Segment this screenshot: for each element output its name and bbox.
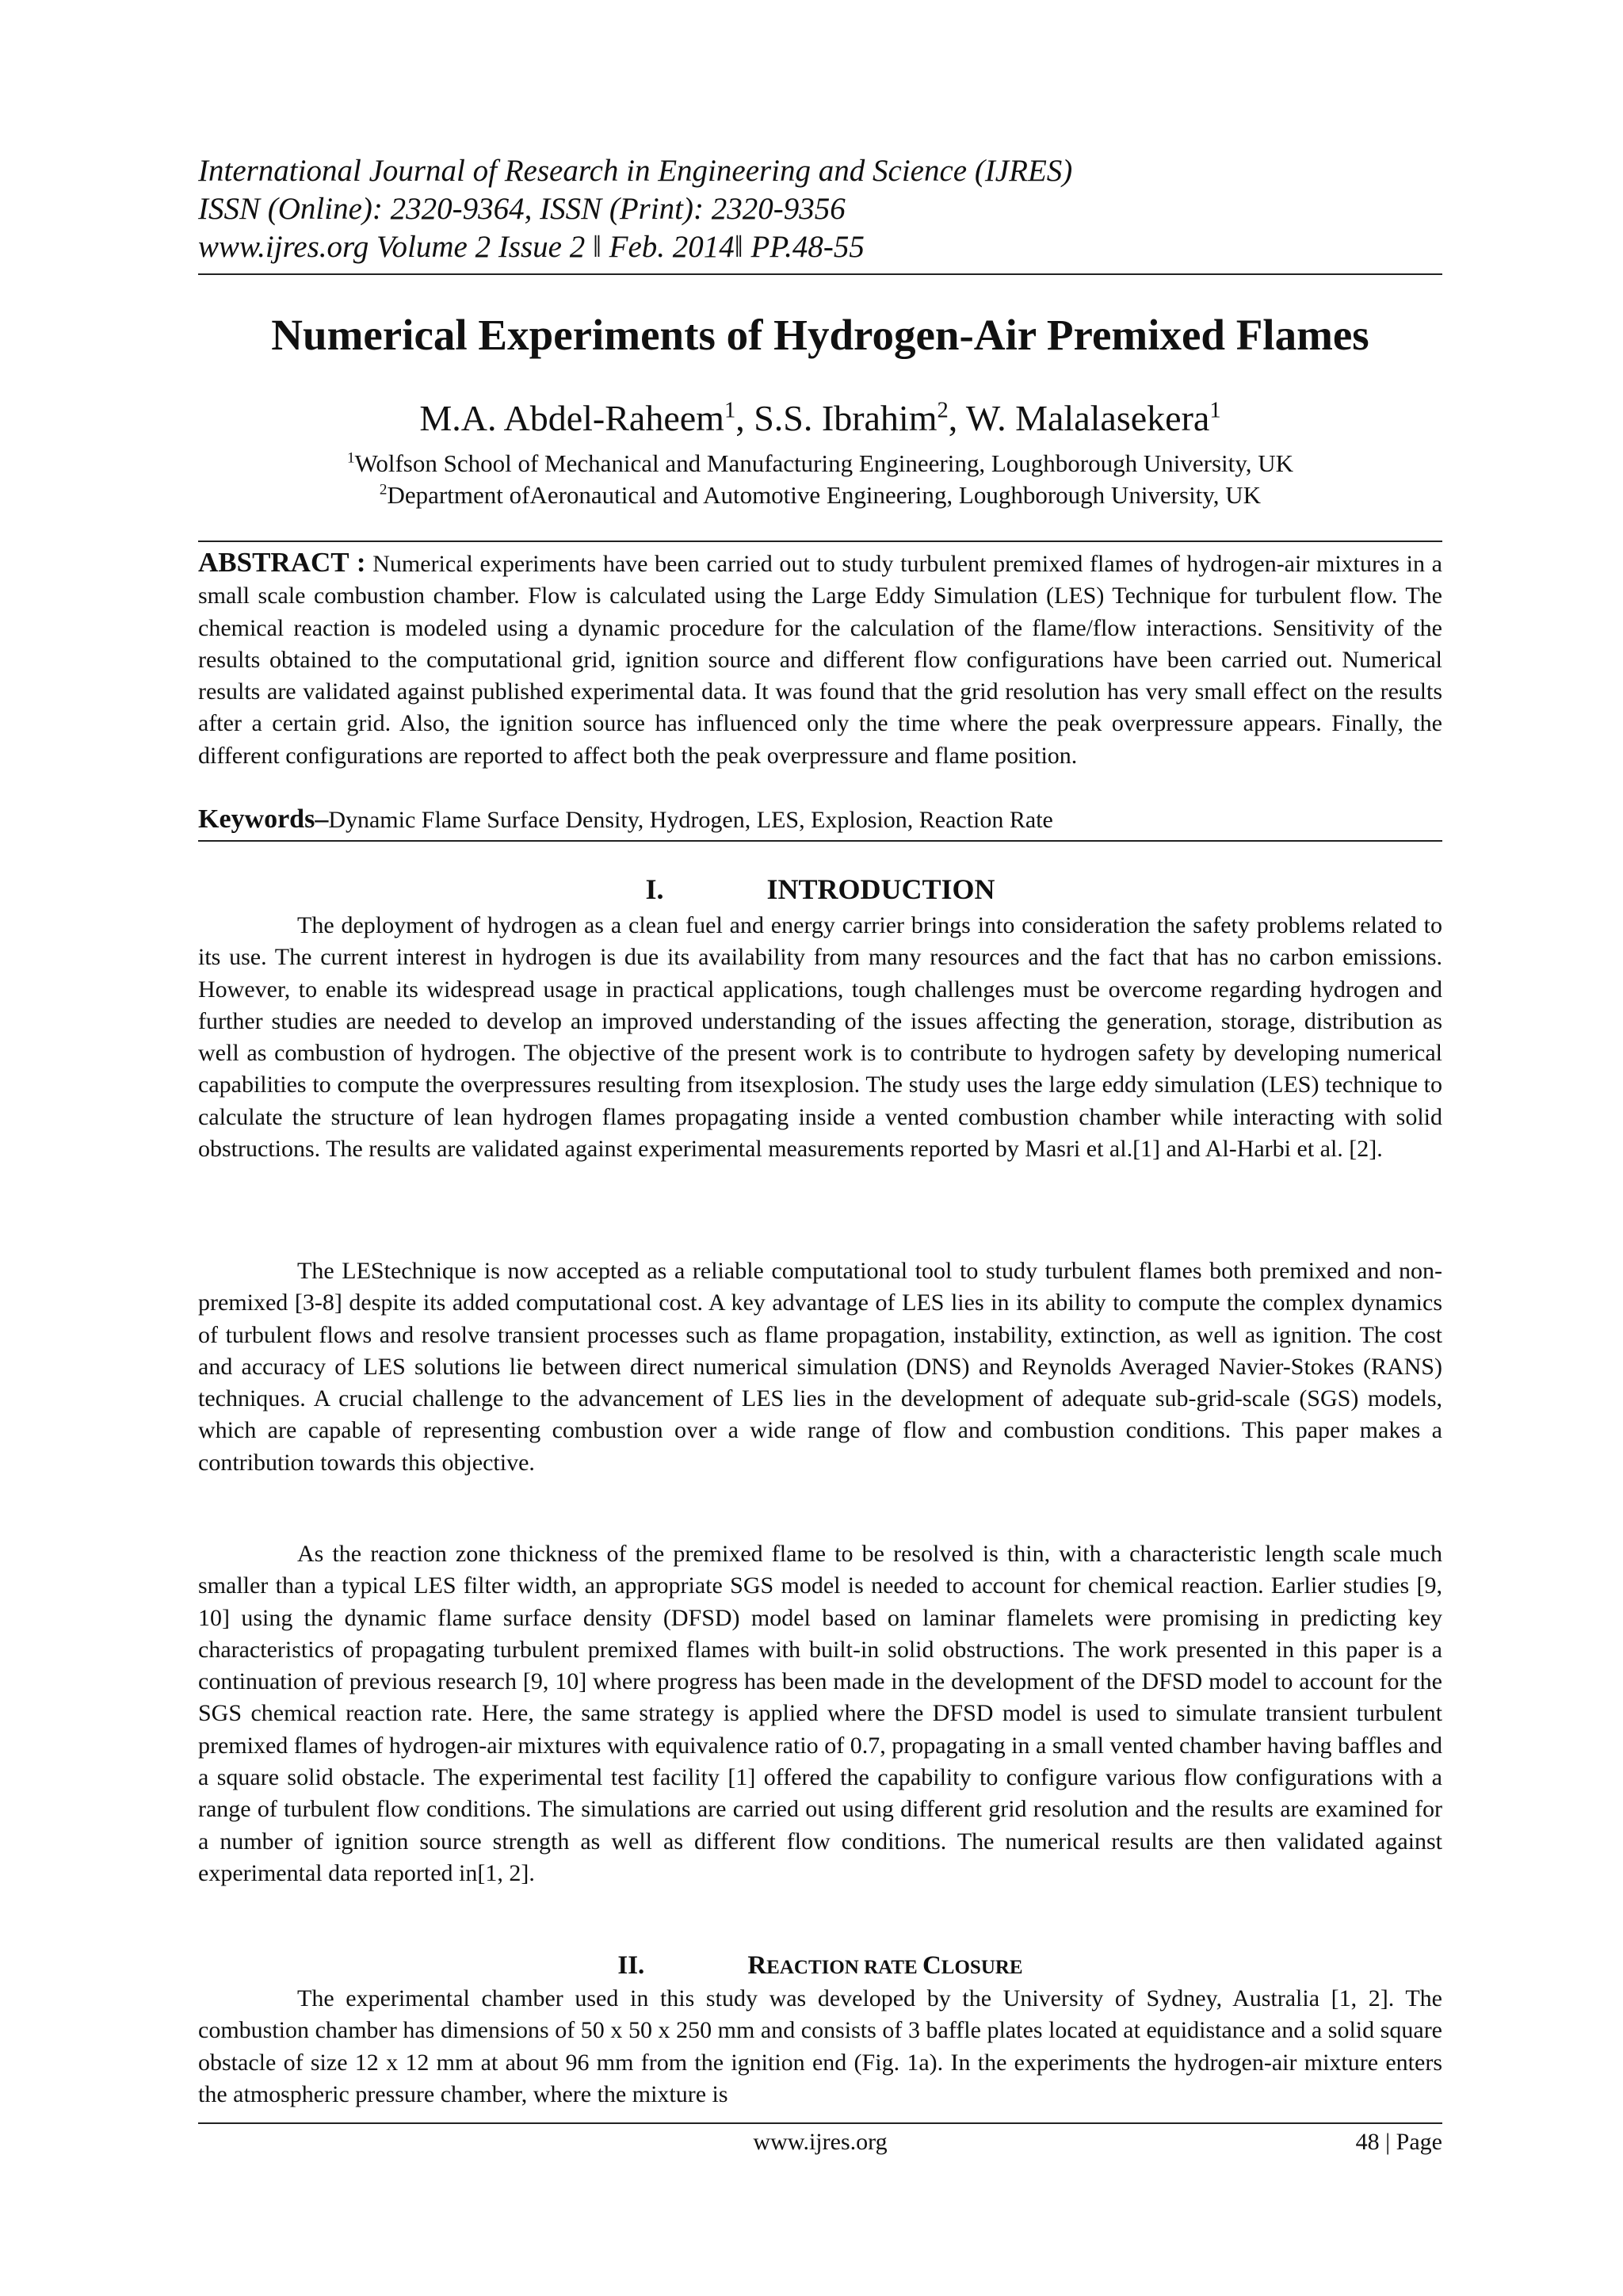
abstract-text: Numerical experiments have been carried out to study turbulent premixed flames of hydrogen-air mixtures in a small scale combustion chamber. Flow is calculated using the Large Eddy Simulation (LES) Technique for turbulent flow. The chemical reaction is modeled using a dynamic procedure for the calculation of the flame/flow interactions. Sensitivity of the results obtained to the computational grid, ignition source and different flow configurations have been carried out. Numerical results are validated against published experimental data. It was found that the grid resolution has very small effect on the results after a certain grid. Also, the ignition source has influenced only the time where the peak overpressure appears. Finally, the different configurations are reported to affect both the peak overpressure and flame position. — [198, 551, 1442, 769]
footer-rule — [198, 2122, 1442, 2124]
body-paragraph: As the reaction zone thickness of the premixed flame to be resolved is thin, with a characteristic length scale much smaller than a typical LES filter width, an appropriate SGS model is needed to account for chemical reaction. Earlier studies [9, 10] using the dynamic flame surface density (DFSD) model based on laminar flamelets were promising in predicting key characteristics of propagating turbulent premixed flames with built-in solid obstructions. The work presented in this paper is a continuation of previous research [9, 10] where progress has been made in the development of the DFSD model to account for the SGS chemical reaction rate. Here, the same strategy is applied where the DFSD model is used to simulate transient turbulent premixed flames of hydrogen-air mixtures with equivalence ratio of 0.7, propagating in a small vented chamber having baffles and a square solid obstacle. The experimental test facility [1] offered the capability to configure various flow configurations with a range of turbulent flow conditions. The simulations are carried out using different grid resolution and the results are examined for a number of ignition source strength as well as different flow conditions. The numerical results are then validated against experimental data reported in[1, 2]. — [198, 1541, 1442, 1886]
paper-title: Numerical Experiments of Hydrogen-Air Premixed Flames — [271, 311, 1369, 359]
abstract — [198, 547, 1442, 772]
section-title: INTRODUCTION — [766, 873, 995, 905]
author-affiliation-mark: 2 — [937, 398, 949, 423]
body-paragraph: The deployment of hydrogen as a clean fuel and energy carrier brings into consideration the safety problems related to its use. The current interest in hydrogen is due its availability from many resources and the fact that has no carbon emissions. However, to enable its widespread usage in practical applications, tough challenges must be overcome regarding hydrogen and further studies are needed to develop an improved understanding of the issues affecting the generation, storage, distribution as well as combustion of hydrogen. The objective of the present work is to contribute to hydrogen safety by developing numerical capabilities to compute the overpressures resulting from itsexplosion. The study uses the large eddy simulation (LES) technique to calculate the structure of lean hydrogen flames propagating inside a vented combustion chamber while interacting with solid obstructions. The results are validated against experimental measurements reported by Masri et al.[1] and Al-Harbi et al. [2]. — [198, 912, 1442, 1163]
footer-website: www.ijres.org — [753, 2129, 888, 2155]
author-name: W. Malalasekera — [965, 398, 1210, 438]
section-heading-introduction — [198, 872, 1442, 907]
keywords-text: Dynamic Flame Surface Density, Hydrogen, LES, Explosion, Reaction Rate — [328, 807, 1053, 833]
abstract-top-rule — [198, 541, 1442, 542]
author-name: M.A. Abdel-Raheem — [419, 398, 724, 438]
affiliation-1: $^1$Wolfson School of Mechanical and Manufacturing Engineering, Loughborough University, UK — [346, 449, 1294, 477]
abstract-bottom-rule — [198, 840, 1442, 842]
section-heading-reaction-rate-closure — [198, 1950, 1442, 1984]
section-number: I. — [645, 873, 664, 905]
page-footer — [198, 2126, 1442, 2161]
section-number: II. — [617, 1951, 645, 1980]
author-affiliation-mark: 1 — [1209, 398, 1221, 423]
author-affiliation-mark: 1 — [724, 398, 736, 423]
journal-issn: ISSN (Online): 2320-9364, ISSN (Print): 2320-9356 — [198, 192, 846, 226]
journal-name: International Journal of Research in Engineering and Science (IJRES) — [198, 154, 1073, 188]
keywords — [198, 804, 1442, 836]
author-list: M.A. Abdel-Raheem$^1$, S.S. Ibrahim$^2$, W. Malalasekera$^1$ — [419, 398, 1221, 438]
section-title: REACTION RATE CLOSURE — [747, 1951, 1023, 1980]
journal-volume: www.ijres.org Volume 2 Issue 2 ‖ Feb. 2014‖ PP.48-55 — [198, 230, 865, 264]
header-rule — [198, 273, 1442, 275]
abstract-label: ABSTRACT : — [198, 547, 366, 578]
body-paragraph: The experimental chamber used in this study was developed by the University of Sydney, Australia [1, 2]. The combustion chamber has dimensions of 50 x 50 x 250 mm and consists of 3 baffle plates located at equidistance and a solid square obstacle of size 12 x 12 mm at about 96 mm from the ignition end (Fig. 1a). In the experiments the hydrogen-air mixture enters the atmospheric pressure chamber, where the mixture is — [198, 1985, 1442, 2107]
page-number: 48 | Page — [1355, 2129, 1442, 2155]
affiliation-2: $^2$Department ofAeronautical and Automotive Engineering, Loughborough University, UK — [379, 481, 1262, 509]
journal-header — [198, 152, 1442, 266]
body-paragraph: The LEStechnique is now accepted as a reliable computational tool to study turbulent flames both premixed and non-premixed [3-8] despite its added computational cost. A key advantage of LES lies in its ability to compute the complex dynamics of turbulent flows and resolve transient processes such as flame propagation, instability, extinction, as well as ignition. The cost and accuracy of LES solutions lie between direct numerical simulation (DNS) and Reynolds Averaged Navier-Stokes (RANS) techniques. A crucial challenge to the advancement of LES lies in the development of adequate sub-grid-scale (SGS) models, which are capable of representing combustion over a wide range of flow and combustion conditions. This paper makes a contribution towards this objective. — [198, 1258, 1442, 1476]
keywords-label: Keywords– — [198, 804, 329, 834]
author-name: S.S. Ibrahim — [754, 398, 938, 438]
